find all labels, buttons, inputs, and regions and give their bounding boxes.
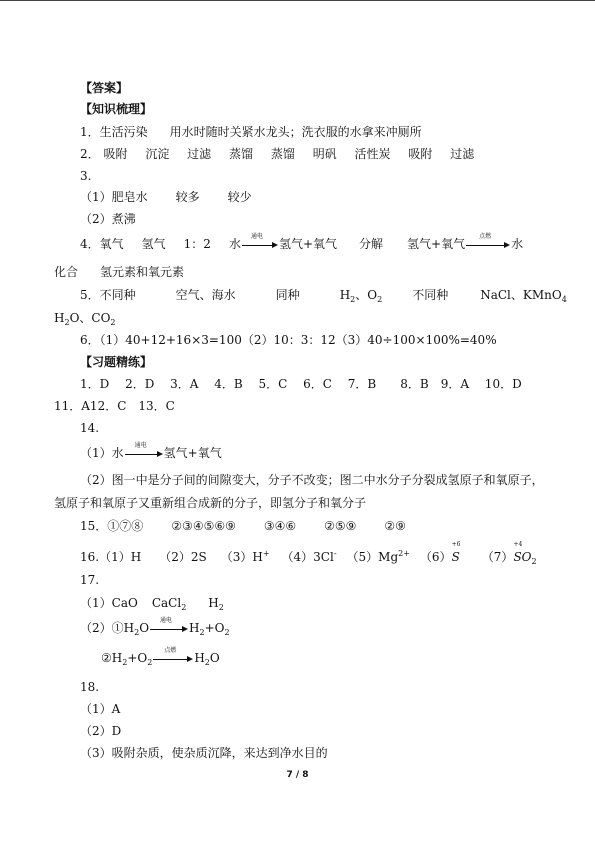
reaction-condition: 点燃	[479, 232, 492, 240]
valence-symbol: +6 S	[451, 541, 461, 564]
answer-text: 用水时随时关紧水龙头；洗衣服的水拿来冲厕所	[169, 125, 422, 139]
item-number: 5．	[80, 288, 100, 302]
knowledge-item-3-number: 3.	[80, 169, 92, 183]
exercise-18-part-1: （1）A	[80, 702, 121, 716]
answer-text: 空气、海水	[175, 288, 236, 302]
answer-text: 生活污染	[99, 125, 148, 139]
page-number: 7 / 8	[286, 770, 309, 780]
exercise-answers-11-13: 11．A12．C 13．C	[54, 399, 175, 413]
exercise-17-part-2: $(2)①H_2O$ 通电 $H_2+O_2$	[80, 616, 230, 637]
answer-text: 煮沸	[111, 212, 136, 226]
answer-text: 过滤	[187, 147, 212, 161]
part-label: （1）	[80, 190, 112, 204]
answer-text: 吸附	[408, 147, 433, 161]
knowledge-item-5	[80, 287, 567, 308]
page-top-border	[0, 0, 595, 1]
part-label: （2）	[80, 212, 112, 226]
answer-text: 不同种	[412, 288, 449, 302]
answer-text: 水	[228, 237, 241, 251]
knowledge-item-3-part-1	[80, 189, 252, 205]
reaction-arrow	[466, 232, 510, 250]
reaction-arrow	[153, 646, 193, 664]
reaction-condition: 通电	[134, 441, 147, 449]
knowledge-item-5-line-2: $H_2O$、$CO_2$	[54, 311, 116, 327]
reaction-arrow	[242, 232, 278, 250]
reaction-condition: 通电	[250, 232, 263, 240]
answer-text: 氢元素和氧元素	[100, 265, 185, 279]
answer-text: 同种	[275, 288, 300, 302]
exercise-14-part-1: （1）水 通电 氢气+氧气	[80, 441, 222, 460]
answer-text: 活性炭	[354, 147, 391, 161]
knowledge-item-1	[80, 124, 422, 140]
exercise-17-part-3: $②H_2+O_2$ 点燃 $H_2O$	[101, 646, 220, 667]
answer-text: 1：2	[183, 237, 211, 251]
answer-text: 不同种	[99, 288, 136, 302]
knowledge-heading: 【知识梳理】	[80, 102, 153, 116]
exercise-answers-1-10: 1．D 2．D 3．A 4．B 5．C 6．C 7．B 8．B 9．A 10．D	[80, 377, 522, 391]
reaction-arrow	[150, 616, 188, 634]
valence-symbol: +4 S	[513, 541, 523, 564]
exercise-18-part-3: （3）吸附杂质，使杂质沉降，来达到净水目的	[80, 746, 328, 760]
answer-text: 蒸馏	[270, 147, 295, 161]
answer-text: 化合	[54, 265, 79, 279]
reaction-condition: 点燃	[164, 646, 177, 654]
reaction-arrow	[125, 441, 163, 459]
answer-heading: 【答案】	[80, 81, 129, 95]
exercise-18-number: 18.	[80, 680, 100, 694]
knowledge-item-4-line-2	[54, 264, 184, 280]
exercise-16: 16.（1）H （2）2S （3）H+ （4）3Cl- $(5)Mg^{2+}$ （6） +6 S （7） +4 $SO_2$	[80, 541, 537, 566]
answer-text: 沉淀	[145, 147, 170, 161]
answer-text: 水	[511, 237, 524, 251]
exercise-18-part-2: （2）D	[80, 724, 122, 738]
answer-text: 分解	[359, 237, 384, 251]
knowledge-item-4	[80, 232, 524, 252]
answer-text: 氢气+氧气	[278, 237, 338, 251]
knowledge-item-2	[80, 146, 474, 162]
answer-text: 蒸馏	[229, 147, 254, 161]
answer-text: 过滤	[450, 147, 475, 161]
item-number: 4．	[80, 237, 100, 251]
answer-text: 吸附	[103, 147, 128, 161]
knowledge-item-3-part-2	[80, 211, 136, 227]
formula: $H_2$、$O_2$	[339, 288, 383, 304]
item-number: 2．	[80, 147, 100, 161]
answer-text: 较少	[227, 190, 252, 204]
exercise-14-part-2-line-1: （2）图一中是分子间的间隙变大，分子不改变；图二中水分子分裂成氢原子和氧原子，	[80, 473, 544, 487]
exercise-heading: 【习题精练】	[80, 355, 153, 369]
answer-text: 较多	[175, 190, 200, 204]
answer-text: 肥皂水	[111, 190, 148, 204]
exercise-17-number: 17.	[80, 573, 100, 587]
exercise-17-part-1: （1）CaO CaCl$_2$ $H_2$	[80, 596, 224, 612]
item-number: 1．	[80, 125, 100, 139]
answer-text: 氢气	[141, 237, 166, 251]
knowledge-item-6: 6．（1）40+12+16×3=100（2）10：3：12（3）40÷100×100%=40%	[80, 333, 497, 347]
exercise-14-number: 14.	[80, 421, 100, 435]
answer-text: 氢气+氧气	[407, 237, 466, 251]
exercise-15: 15．①⑦⑧ ②③④⑤⑥⑨ ③④⑥ ②⑤⑨ ②⑨	[80, 519, 406, 533]
reaction-condition: 通电	[160, 616, 173, 624]
exercise-14-part-2-line-2: 氢原子和氧原子又重新组合成新的分子，即氢分子和氧分子	[54, 496, 367, 510]
answer-text: 氧气	[99, 237, 124, 251]
formula: NaCl、KMnO$_4$	[480, 288, 567, 304]
answer-text: 明矾	[312, 147, 337, 161]
